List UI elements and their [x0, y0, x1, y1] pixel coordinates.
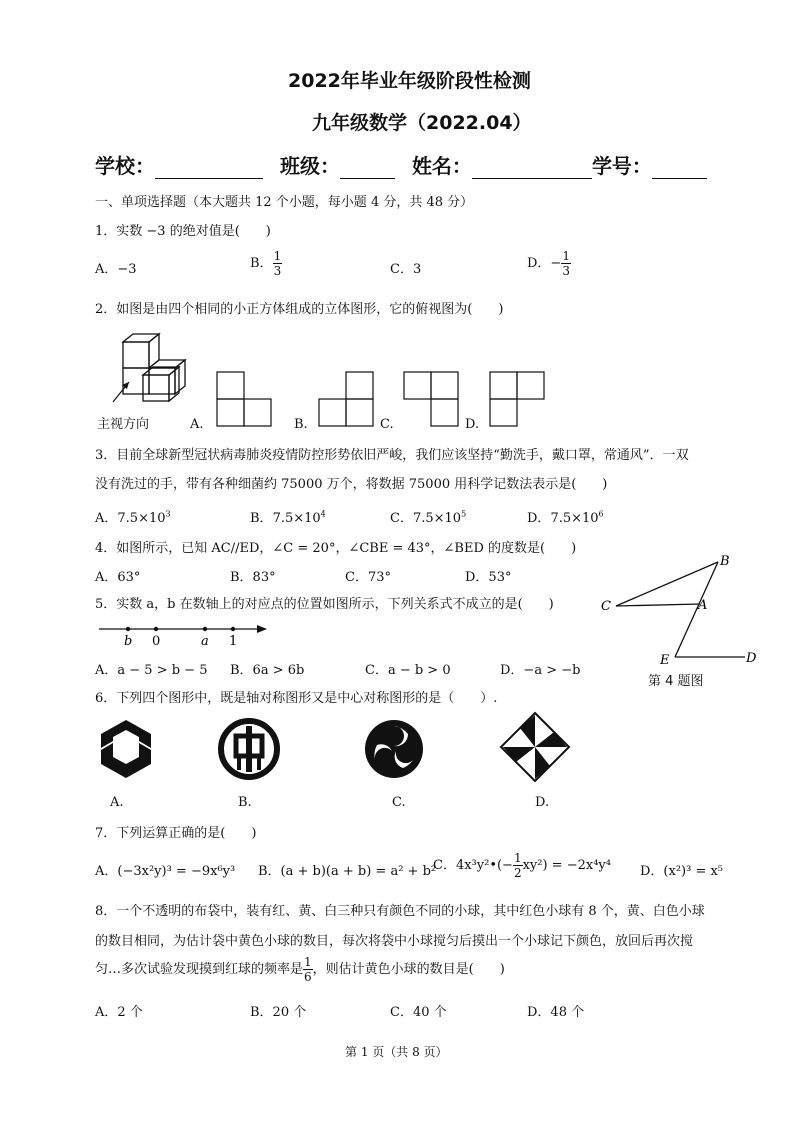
q4-option-c: C．73° [345, 570, 391, 585]
q4-option-a: A．63° [95, 570, 141, 585]
question-3-line1: 3．目前全球新型冠状病毒肺炎疫情防控形势依旧严峻，我们应该坚持“勤洗手，戴口罩，常通风”．一双 [95, 448, 689, 463]
q7-option-d: D．(x²)³ = x⁵ [640, 864, 724, 879]
question-8-line1: 8．一个不透明的布袋中，装有红、黄、白三种只有颜色不同的小球，其中红色小球有 8 个，黄、白色小球 [95, 904, 705, 919]
question-2-text: 2．如图是由四个相同的小正方体组成的立体图形，它的俯视图为( ) [95, 302, 504, 317]
q1-option-d: D．− $\frac{1}{3}$ [527, 249, 570, 278]
q5-option-d: D．−a > −b [500, 663, 581, 678]
q4-geometry-figure [600, 552, 770, 667]
q6-figure-a-hexagon-logo [95, 718, 157, 780]
point-a-label: A [698, 598, 708, 613]
question-1-text: 1．实数 −3 的绝对值是( ) [95, 224, 271, 239]
cube-figure [95, 330, 205, 410]
q6-figure-c-tomoe-logo [363, 718, 425, 780]
q7-option-a: A．(−3x²y)³ = −9x⁶y³ [95, 864, 236, 879]
page-title: 2022年毕业年级阶段性检测 [288, 70, 531, 92]
q3-option-a: A．$7.5\times 10^3$ [95, 509, 171, 526]
axis-label-zero: 0 [152, 634, 161, 649]
student-info-row [95, 150, 707, 179]
class-blank[interactable] [340, 160, 395, 179]
q6-option-a: A. [110, 795, 124, 810]
q4-figure-caption: 第 4 题图 [648, 674, 704, 689]
q6-figure-b-bank-logo [218, 718, 280, 780]
axis-label-b: b [124, 634, 133, 649]
question-8-line2: 的数目相同，为估计袋中黄色小球的数目，每次将袋中小球搅匀后摸出一个小球记下颜色，放回后再次搅 [95, 934, 694, 949]
q2-figure-b [318, 371, 374, 427]
q6-figure-d-pinwheel-diamond [500, 712, 570, 782]
q5-option-a: A．a − 5 > b − 5 [95, 663, 208, 678]
q2-option-b: B. [294, 417, 308, 432]
point-c-label: C [601, 599, 611, 614]
q6-option-c: C. [392, 795, 406, 810]
q6-option-d: D. [535, 795, 550, 810]
point-b-label: B [720, 554, 730, 569]
q2-option-d: D. [465, 417, 480, 432]
q2-figure-a [216, 371, 272, 427]
q8-option-d: D．48 个 [527, 1005, 585, 1020]
q6-option-b: B. [238, 795, 252, 810]
q8-option-c: C．40 个 [390, 1005, 447, 1020]
question-8-line3: 匀…多次试验发现摸到红球的频率是 $\frac{1}{6}$ ，则估计黄色小球的数目是( ) [95, 955, 505, 984]
school-blank[interactable] [155, 160, 263, 179]
q7-option-c: C．4x³y²•(− $\frac{1}{2}$ xy²) = −2x⁴y⁴ [433, 851, 611, 880]
point-d-label: D [746, 651, 757, 666]
question-4-text: 4．如图所示，已知 AC//ED，∠C = 20°，∠CBE = 43°，∠BED 的度数是( ) [95, 541, 577, 556]
point-e-label: E [660, 653, 670, 668]
q1-option-b: B． $\frac{1}{3}$ [250, 249, 282, 278]
section-heading: 一、单项选择题（本大题共 12 个小题，每小题 4 分，共 48 分） [95, 195, 474, 210]
number-line [97, 620, 272, 650]
q2-option-c: C. [380, 417, 394, 432]
name-blank[interactable] [472, 160, 592, 179]
question-3-line2: 没有洗过的手，带有各种细菌约 75000 万个，将数据 75000 用科学记数法表示是( ) [95, 477, 608, 492]
q3-option-d: D．$7.5\times 10^6$ [527, 509, 604, 526]
q4-option-d: D．53° [465, 570, 512, 585]
axis-label-a: a [201, 634, 209, 649]
axis-label-one: 1 [229, 634, 238, 649]
q5-option-c: C．a − b > 0 [365, 663, 451, 678]
q2-figure-d [489, 371, 545, 427]
q5-option-b: B．6a > 6b [230, 663, 305, 678]
q1-option-c: C．3 [390, 262, 422, 277]
question-7-text: 7．下列运算正确的是( ) [95, 826, 257, 841]
q8-option-a: A．2 个 [95, 1005, 143, 1020]
class-label: 班级： [279, 154, 340, 178]
number-blank[interactable] [652, 160, 707, 179]
page-subtitle: 九年级数学（2022.04） [312, 112, 532, 134]
q7-option-b: B．(a + b)(a + b) = a² + b² [258, 864, 437, 879]
question-5-text: 5．实数 a，b 在数轴上的对应点的位置如图所示，下列关系式不成立的是( ) [95, 597, 554, 612]
page-footer: 第 1 页（共 8 页） [345, 1045, 448, 1059]
q4-option-b: B．83° [230, 570, 276, 585]
view-direction-label: 主视方向 [97, 417, 150, 432]
number-label: 学号： [591, 154, 652, 178]
question-6-text: 6．下列四个图形中，既是轴对称图形又是中心对称图形的是（ ）. [95, 691, 498, 706]
school-label: 学校： [95, 154, 155, 178]
q1-option-a: A．−3 [95, 262, 137, 277]
q8-option-b: B．20 个 [250, 1005, 307, 1020]
q3-option-c: C．$7.5\times 10^5$ [390, 509, 467, 526]
q2-figure-c [403, 371, 459, 427]
q2-option-a: A. [190, 417, 204, 432]
q3-option-b: B．$7.5\times 10^4$ [250, 509, 326, 526]
name-label: 姓名： [411, 154, 472, 178]
